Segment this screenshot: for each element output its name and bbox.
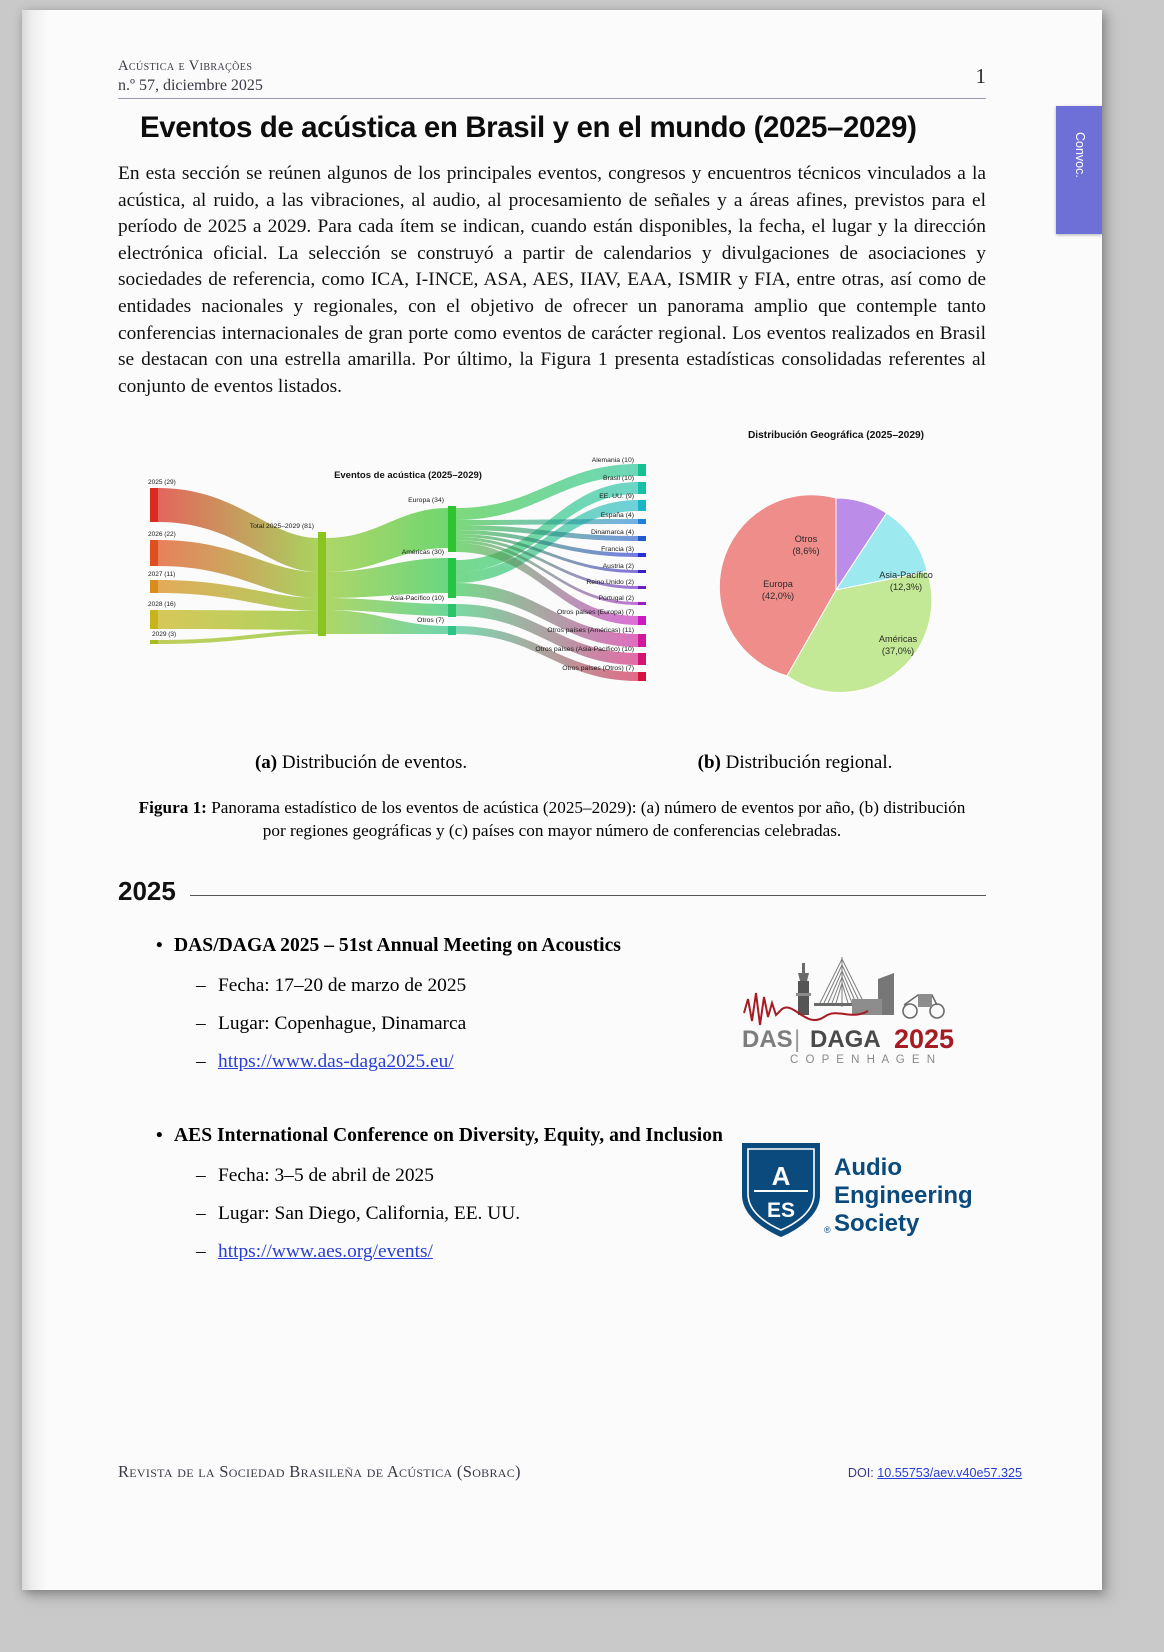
figure-caption-label: Figura 1:	[138, 797, 207, 817]
node-espana	[638, 519, 646, 524]
event-detail-label: Fecha:	[218, 1164, 270, 1186]
aes-badge-bottom-text: ES	[766, 1198, 796, 1222]
node-brasil	[638, 482, 646, 494]
year-label: 2025	[118, 875, 176, 906]
pie-label-americas-pct: (37,0%)	[881, 645, 915, 656]
node-otros-asiapacifico	[638, 653, 646, 665]
logo-city-text: C O P E N H A G E N	[790, 1053, 938, 1066]
pie-label-asiapacifico-pct: (12,3%)	[889, 581, 923, 592]
node-portugal	[638, 602, 646, 605]
page-title: Eventos de acústica en Brasil y en el mundo (2025–2029)	[140, 111, 917, 144]
node-label-2026: 2026 (22)	[148, 530, 176, 538]
aes-logo-svg	[732, 1133, 982, 1253]
sankey-title: Eventos de acústica (2025–2029)	[334, 469, 482, 481]
page-content	[118, 58, 986, 1291]
bullet-icon: •	[156, 1124, 163, 1146]
node-label-otros-asiapacifico: Otros países (Asia-Pacífico) (10)	[535, 645, 634, 653]
flow-2029	[158, 630, 318, 644]
pie-label-otros-name: Otros	[794, 533, 818, 544]
events-list	[118, 933, 986, 1265]
event-title-row	[156, 933, 776, 959]
event-item	[118, 1123, 986, 1265]
node-francia	[638, 553, 646, 557]
node-label-francia: Francia (3)	[601, 545, 634, 553]
node-americas	[448, 558, 456, 598]
flow-espana	[456, 519, 638, 525]
event-detail-label: Fecha:	[218, 974, 270, 996]
node-label-reinounido: Reino Unido (2)	[586, 578, 634, 586]
node-asiapacifico	[448, 604, 456, 617]
node-eeuu	[638, 500, 646, 511]
node-label-total: Total 2025–2029 (81)	[249, 522, 314, 530]
node-label-brasil: Brasil (10)	[603, 474, 634, 482]
logo-das-text: DAS	[742, 1025, 793, 1053]
figure-caption	[118, 796, 986, 842]
node-label-austria: Austria (2)	[602, 562, 634, 570]
das-daga-logo	[732, 937, 982, 1067]
node-otros-americas	[638, 634, 646, 647]
pie-chart	[719, 430, 932, 692]
subcaption-b-text: Distribución regional.	[725, 751, 893, 773]
node-label-2025: 2025 (29)	[148, 478, 176, 486]
node-2029	[150, 640, 158, 644]
abstract-paragraph: En esta sección se reúnen algunos de los principales eventos, congresos y encuentros técnicos vinculados a la acústica, al ruido, a las vibraciones, al audio, al procesamiento de señales y a áreas afines, previstos para el período de 2025 a 2029. Para cada ítem se indican, cuando están disponibles, la fecha, el lugar y la dirección electrónica oficial. La selección se construyó a partir de calendarios y divulgaciones de asociaciones y sociedades de referencia, como ICA, I-INCE, ASA, AES, IIAV, EAA, ISMIR y FIA, entre otras, así como de entidades nacionales y regionales, con el objetivo de ofrecer un panorama amplio que contemple tanto conferencias internacionales de gran porte como eventos de carácter regional. Los eventos realizados en Brasil se destacan con una estrella amarilla. Por último, la Figura 1 presenta estadísticas consolidadas referentes al conjunto de eventos listados.	[118, 163, 986, 397]
footer-journal-text: Revista de la Sociedad Brasileña de Acústica (Sobrac)	[118, 1462, 521, 1481]
event-detail-label: Lugar:	[218, 1202, 270, 1224]
node-label-eeuu: EE. UU. (9)	[599, 492, 634, 500]
page-header	[118, 58, 986, 99]
section-tab-label: Convoc.	[1073, 132, 1087, 178]
journal-name: Acústica e Vibrações	[118, 58, 253, 74]
aes-line1-text: Audio	[834, 1153, 902, 1181]
figure-1-graphics	[118, 420, 986, 750]
node-total	[318, 532, 326, 636]
section-tab-convoc[interactable]	[1056, 106, 1102, 234]
logo-sep-text: |	[794, 1025, 801, 1053]
page-curl-edge	[22, 10, 48, 1590]
node-2025	[150, 488, 158, 522]
event-title: AES International Conference on Diversity, Equity, and Inclusion	[174, 1124, 723, 1146]
node-label-otros-americas: Otros países (Américas) (11)	[547, 626, 634, 634]
das-daga-logo-svg	[732, 937, 982, 1067]
node-label-espana: España (4)	[600, 511, 634, 519]
page-number: 1	[975, 64, 986, 88]
flow-2028	[158, 610, 318, 630]
header-divider	[118, 98, 986, 99]
figure-subcaptions	[118, 752, 986, 774]
event-url-link[interactable]: https://www.das-daga2025.eu/	[218, 1050, 454, 1072]
aes-line3-text: Society	[834, 1209, 920, 1237]
node-austria	[638, 570, 646, 573]
subcaption-b-label: (b)	[697, 751, 721, 773]
node-label-europa: Europa (34)	[408, 496, 444, 504]
doi-link[interactable]: 10.55753/aev.v40e57.325	[877, 1466, 1022, 1480]
dash-icon: –	[196, 1240, 206, 1262]
event-title: DAS/DAGA 2025 – 51st Annual Meeting on Acoustics	[174, 934, 621, 956]
node-label-2028: 2028 (16)	[148, 600, 176, 608]
event-title-row	[156, 1123, 776, 1149]
event-detail-value: Copenhague, Dinamarca	[274, 1012, 467, 1034]
node-otros	[448, 626, 456, 635]
dash-icon: –	[196, 1050, 206, 1072]
subcaption-a-text: Distribución de eventos.	[281, 751, 468, 773]
doi-label: DOI:	[847, 1466, 878, 1480]
logo-daga-text: DAGA	[810, 1025, 881, 1053]
node-label-portugal: Portugal (2)	[598, 594, 634, 602]
year-divider	[190, 895, 986, 896]
node-label-asiapacifico: Asia-Pacífico (10)	[390, 594, 444, 602]
node-label-otros-otros: Otros países (Otros) (7)	[562, 664, 634, 672]
event-item	[118, 933, 986, 1075]
sankey-chart	[148, 457, 646, 681]
pie-label-americas-name: Américas	[878, 633, 918, 644]
figure-caption-text: Panorama estadístico de los eventos de acústica (2025–2029): (a) número de eventos por año, (b) distribución por regiones geográficas y (c) países con mayor número de conferencias celebradas.	[211, 797, 966, 840]
event-detail-value: San Diego, California, EE. UU.	[274, 1202, 521, 1224]
node-alemania	[638, 464, 646, 476]
event-detail-value: 3–5 de abril de 2025	[274, 1164, 434, 1186]
event-url-link[interactable]: https://www.aes.org/events/	[218, 1240, 433, 1262]
event-detail-label: Lugar:	[218, 1012, 270, 1034]
subcaption-a	[118, 752, 604, 774]
pie-label-asiapacifico-name: Asia-Pacífico	[879, 569, 933, 580]
aes-logo	[732, 1133, 982, 1253]
dash-icon: –	[196, 974, 206, 996]
node-dinamarca	[638, 536, 646, 541]
node-europa	[448, 506, 456, 552]
registered-icon: ®	[824, 1224, 831, 1235]
document-page	[22, 10, 1102, 1590]
cargo-bike-icon	[903, 995, 944, 1018]
node-label-alemania: Alemania (10)	[591, 456, 634, 464]
year-heading-2025	[118, 876, 986, 907]
node-2027	[150, 580, 158, 593]
subcaption-a-label: (a)	[254, 751, 278, 773]
node-label-otros: Otros (7)	[417, 616, 444, 624]
node-label-2027: 2027 (11)	[148, 570, 176, 578]
tower-icon	[796, 963, 811, 1015]
bullet-icon: •	[156, 934, 163, 956]
node-label-otros-europa: Otros países (Europa) (7)	[556, 608, 634, 616]
dash-icon: –	[196, 1164, 206, 1186]
node-otros-otros	[638, 672, 646, 681]
pie-label-otros-pct: (8,6%)	[792, 545, 820, 556]
node-otros-europa	[638, 616, 646, 625]
aes-line2-text: Engineering	[834, 1181, 973, 1209]
node-2026	[150, 540, 158, 566]
node-label-2029: 2029 (3)	[152, 630, 177, 638]
pie-label-europa-pct: (42,0%)	[761, 590, 795, 601]
pie-label-europa-name: Europa	[763, 578, 793, 589]
dash-icon: –	[196, 1202, 206, 1224]
logo-year-text: 2025	[894, 1023, 955, 1054]
figure-svg	[118, 420, 986, 750]
pie-title: Distribución Geográfica (2025–2029)	[747, 429, 925, 441]
aes-badge-top-text: A	[771, 1160, 791, 1191]
node-label-americas: Américas (30)	[401, 548, 444, 556]
node-2028	[150, 610, 158, 629]
node-reinounido	[638, 586, 646, 589]
journal-issue: n.º 57, diciembre 2025	[118, 77, 263, 94]
page-footer	[118, 1462, 1022, 1482]
event-detail-value: 17–20 de marzo de 2025	[274, 974, 467, 996]
footer-doi	[848, 1466, 1022, 1480]
dash-icon: –	[196, 1012, 206, 1034]
node-label-dinamarca: Dinamarca (4)	[590, 528, 634, 536]
subcaption-b	[604, 752, 986, 774]
